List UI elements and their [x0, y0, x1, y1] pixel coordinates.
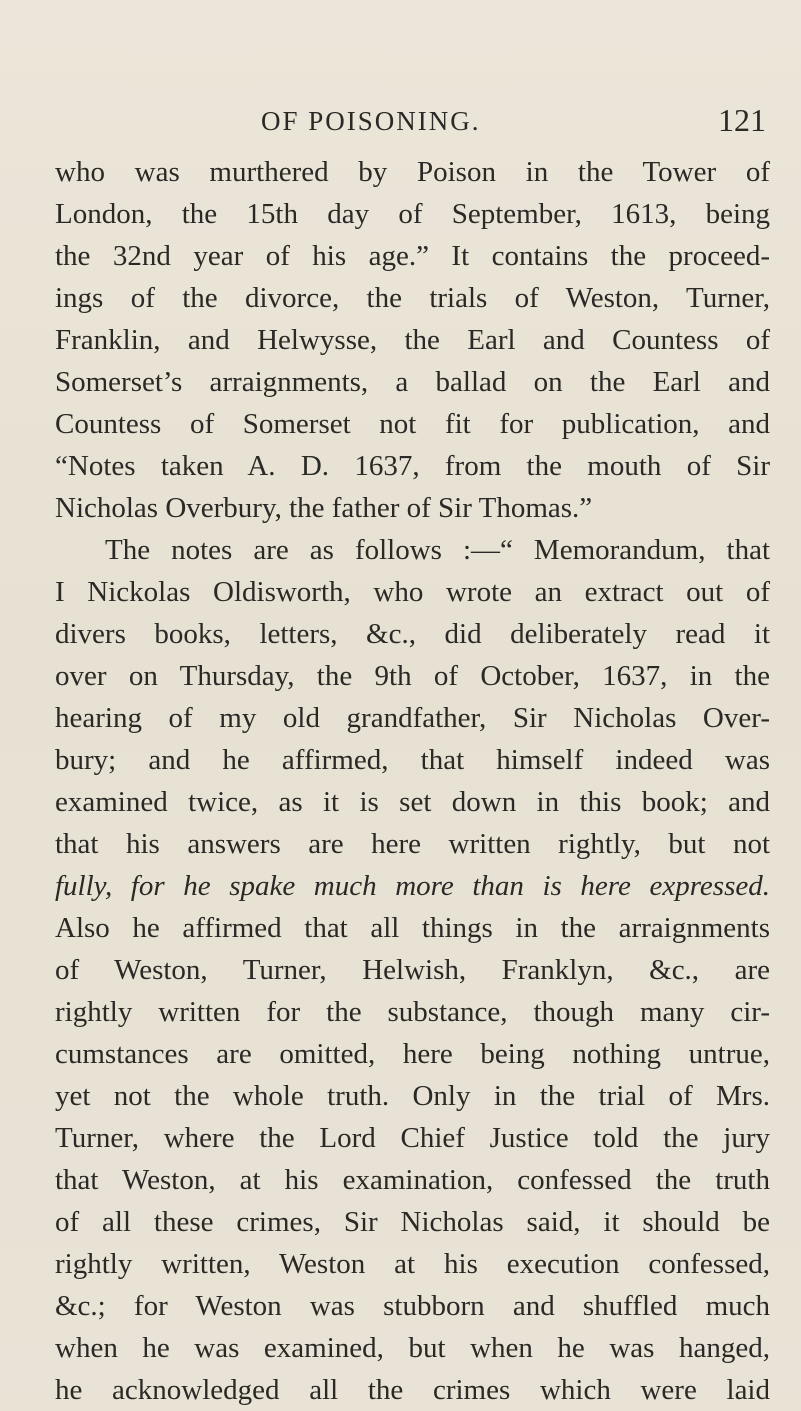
text-line: yet not the whole truth. Only in the trial of Mrs.	[55, 1080, 770, 1112]
text-line: &c.; for Weston was stubborn and shuffled much	[55, 1290, 770, 1322]
page-number: 121	[718, 102, 766, 138]
text-line: that Weston, at his examination, confessed the truth	[55, 1164, 770, 1196]
text-line: that his answers are here written rightly, but not	[55, 828, 770, 860]
text-line: Also he affirmed that all things in the arraignments	[55, 912, 770, 944]
text-line: the 32nd year of his age.” It contains the proceed-	[55, 240, 770, 272]
text-line: Countess of Somerset not fit for publication, and	[55, 408, 770, 440]
text-line: divers books, letters, &c., did deliberately read it	[55, 618, 770, 650]
text-line: ings of the divorce, the trials of Weston, Turner,	[55, 282, 770, 314]
paragraph-start-line: The notes are as follows :—“ Memorandum, that	[105, 534, 770, 566]
text-line: he acknowledged all the crimes which were laid	[55, 1374, 770, 1406]
text-line: rightly written for the substance, though many cir-	[55, 996, 770, 1028]
text-line: cumstances are omitted, here being nothing untrue,	[55, 1038, 770, 1070]
text-line: bury; and he affirmed, that himself indeed was	[55, 744, 770, 776]
text-line: Franklin, and Helwysse, the Earl and Countess of	[55, 324, 770, 356]
text-line: rightly written, Weston at his execution confessed,	[55, 1248, 770, 1280]
text-line: Somerset’s arraignments, a ballad on the Earl and	[55, 366, 770, 398]
text-line: who was murthered by Poison in the Tower of	[55, 156, 770, 188]
text-line: “Notes taken A. D. 1637, from the mouth of Sir	[55, 450, 770, 482]
running-head	[0, 102, 801, 146]
body-text	[55, 151, 770, 1411]
text-line: Turner, where the Lord Chief Justice told the jury	[55, 1122, 770, 1154]
text-line: hearing of my old grandfather, Sir Nicholas Over-	[55, 702, 770, 734]
text-line: of Weston, Turner, Helwish, Franklyn, &c., are	[55, 954, 770, 986]
running-title: OF POISONING.	[261, 106, 481, 136]
text-line: over on Thursday, the 9th of October, 1637, in the	[55, 660, 770, 692]
text-line: of all these crimes, Sir Nicholas said, it should be	[55, 1206, 770, 1238]
italic-text-line: fully, for he spake much more than is here expressed.	[55, 870, 770, 902]
text-line: Nicholas Overbury, the father of Sir Thomas.”	[55, 492, 593, 524]
text-line: I Nickolas Oldisworth, who wrote an extract out of	[55, 576, 770, 608]
text-line: when he was examined, but when he was hanged,	[55, 1332, 770, 1364]
text-line: examined twice, as it is set down in this book; and	[55, 786, 770, 818]
text-line: London, the 15th day of September, 1613, being	[55, 198, 770, 230]
